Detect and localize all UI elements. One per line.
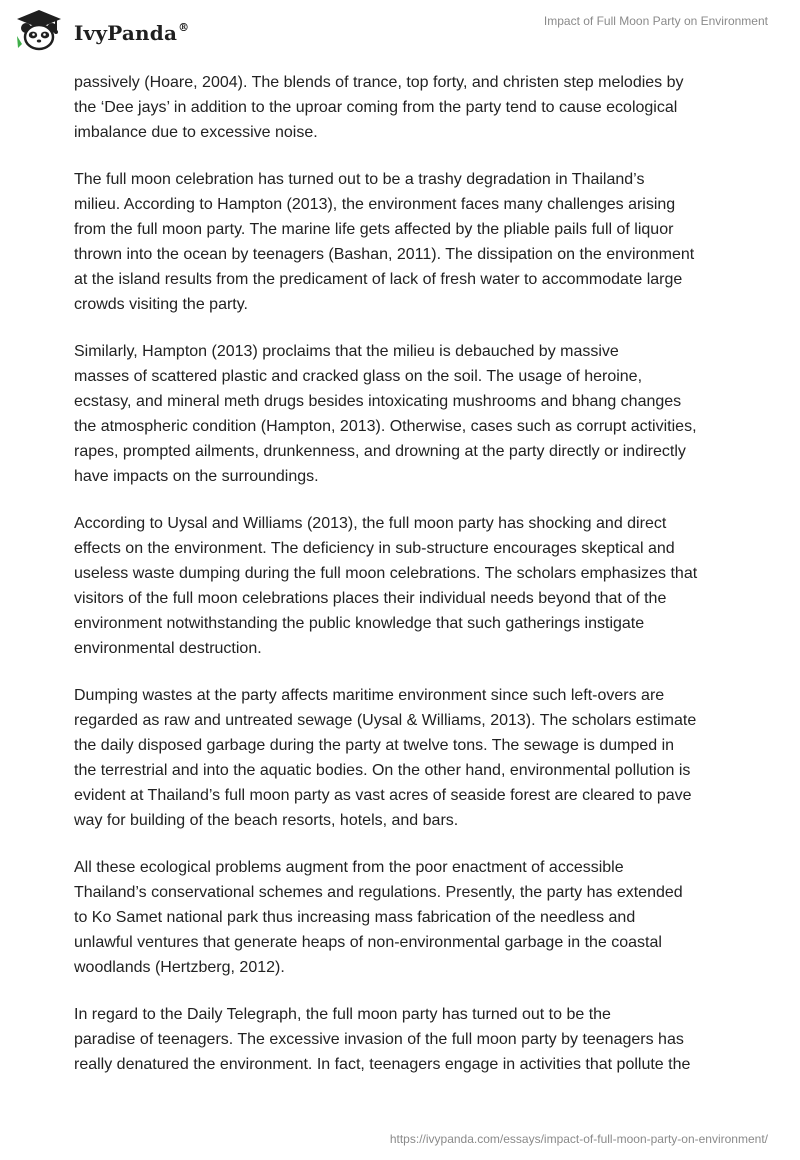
paragraph: Similarly, Hampton (2013) proclaims that the milieu is debauched by massive masses of scattered plastic and cracked glass on the soil. The usage of heroine, ecstasy, and mineral meth drugs besides intoxicating mushrooms and bhang changes the atmospheric condition (Hampton, 2013). Otherwise, cases such as corrupt activities, rapes, prompted ailments, drunkenness, and drowning at the party directly or indirectly have impacts on the surroundings. <box>74 343 697 485</box>
brand-name: IvyPanda® <box>74 21 190 45</box>
paragraph: According to Uysal and Williams (2013), the full moon party has shocking and direct effects on the environment. The deficiency in sub-structure encourages skeptical and useless waste dumping during the full moon celebrations. The scholars emphasizes that visitors of the full moon celebrations places their individual needs beyond that of the environment notwithstanding the public knowledge that such gatherings instigate environmental destruction. <box>74 515 698 657</box>
page-header <box>0 0 800 70</box>
source-url[interactable]: https://ivypanda.com/essays/impact-of-full-moon-party-on-environment/ <box>389 1132 768 1146</box>
paragraph: passively (Hoare, 2004). The blends of trance, top forty, and christen step melodies by the ‘Dee jays’ in addition to the uproar coming from the party tend to cause ecological imbalance due to excessive noise. <box>74 74 684 141</box>
brand-logo[interactable] <box>14 8 189 52</box>
essay-body <box>74 70 734 1099</box>
document-title: Impact of Full Moon Party on Environment <box>543 14 768 28</box>
paragraph: Dumping wastes at the party affects maritime environment since such left-overs are regarded as raw and untreated sewage (Uysal & Williams, 2013). The scholars estimate the daily disposed garbage during the party at twelve tons. The sewage is dumped in the terrestrial and into the aquatic bodies. On the other hand, environmental pollution is evident at Thailand’s full moon party as vast acres of seaside forest are cleared to pave way for building of the beach resorts, hotels, and bars. <box>74 687 697 829</box>
paragraph: The full moon celebration has turned out to be a trashy degradation in Thailand’s milieu. According to Hampton (2013), the environment faces many challenges arising from the full moon party. The marine life gets affected by the pliable pails full of liquor thrown into the ocean by teenagers (Bashan, 2011). The dissipation on the environment at the island results from the predicament of lack of fresh water to accommodate large crowds visiting the party. <box>74 171 695 313</box>
panda-graduation-cap-icon <box>14 8 64 52</box>
paragraph: In regard to the Daily Telegraph, the full moon party has turned out to be the paradise of teenagers. The excessive invasion of the full moon party by teenagers has really denatured the environment. In fact, teenagers engage in activities that pollute the <box>74 1006 691 1073</box>
paragraph: All these ecological problems augment from the poor enactment of accessible Thailand’s conservational schemes and regulations. Presently, the party has extended to Ko Samet national park thus increasing mass fabrication of the needless and unlawful ventures that generate heaps of non-environmental garbage in the coastal woodlands (Hertzberg, 2012). <box>74 859 683 976</box>
